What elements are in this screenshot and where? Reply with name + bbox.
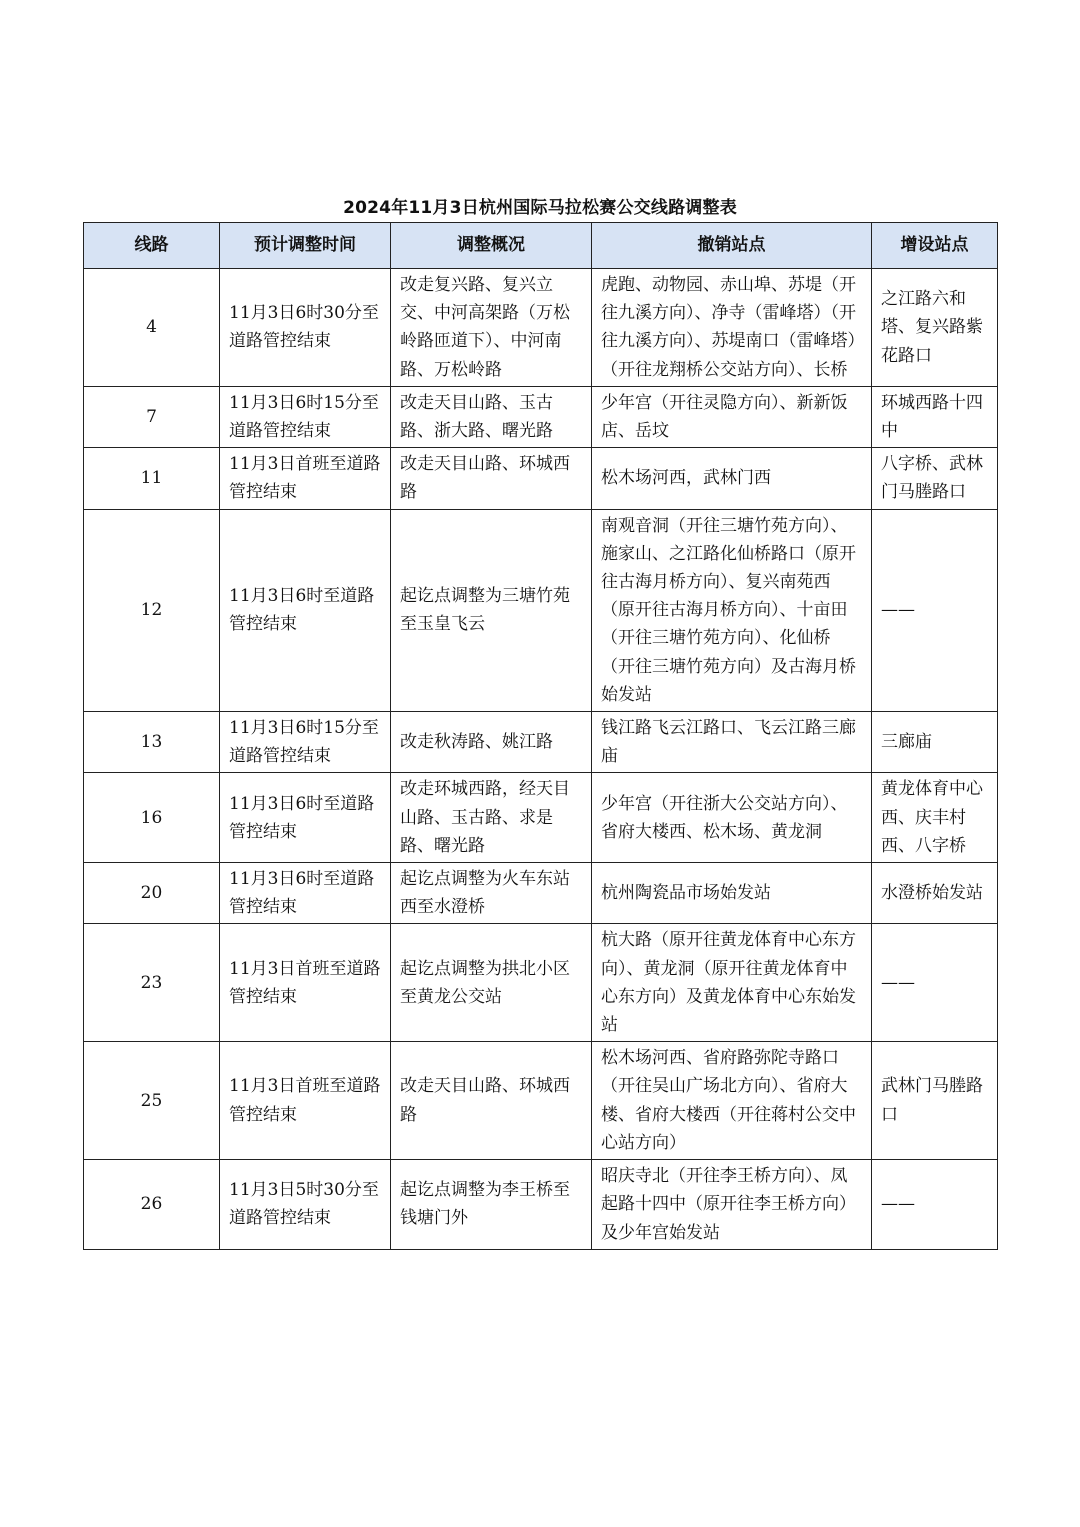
adjust-summary: 起讫点调整为李王桥至钱塘门外 xyxy=(391,1160,592,1250)
line-number: 25 xyxy=(84,1042,220,1160)
cancelled-stops: 虎跑、动物园、赤山埠、苏堤（开往九溪方向）、净寺（雷峰塔）（开往九溪方向）、苏堤南口（雷峰塔）（开往龙翔桥公交站方向）、长桥 xyxy=(592,269,872,387)
adjust-time: 11月3日6时15分至道路管控结束 xyxy=(220,386,391,447)
cancelled-stops: 松木场河西，武林门西 xyxy=(592,448,872,509)
table-row xyxy=(84,269,998,387)
adjust-time: 11月3日6时15分至道路管控结束 xyxy=(220,712,391,773)
table-row xyxy=(84,773,998,863)
added-stops: 黄龙体育中心西、庆丰村西、八字桥 xyxy=(872,773,998,863)
added-stops: 三廊庙 xyxy=(872,712,998,773)
adjust-summary: 起讫点调整为三塘竹苑至玉皇飞云 xyxy=(391,509,592,711)
bus-route-adjustment-table xyxy=(83,222,998,1250)
column-header-time: 预计调整时间 xyxy=(220,223,391,269)
cancelled-stops: 少年宫（开往灵隐方向）、新新饭店、岳坟 xyxy=(592,386,872,447)
line-number: 13 xyxy=(84,712,220,773)
added-stops: —— xyxy=(872,924,998,1042)
cancelled-stops: 松木场河西、省府路弥陀寺路口（开往吴山广场北方向）、省府大楼、省府大楼西（开往蒋村公交中心站方向） xyxy=(592,1042,872,1160)
document-title: 2024年11月3日杭州国际马拉松赛公交线路调整表 xyxy=(343,198,737,218)
added-stops: 武林门马塍路口 xyxy=(872,1042,998,1160)
cancelled-stops: 钱江路飞云江路口、飞云江路三廊庙 xyxy=(592,712,872,773)
line-number: 7 xyxy=(84,386,220,447)
table-row xyxy=(84,509,998,711)
line-number: 12 xyxy=(84,509,220,711)
adjust-time: 11月3日6时至道路管控结束 xyxy=(220,773,391,863)
adjust-time: 11月3日首班至道路管控结束 xyxy=(220,924,391,1042)
line-number: 4 xyxy=(84,269,220,387)
column-header-line: 线路 xyxy=(84,223,220,269)
added-stops: 之江路六和塔、复兴路紫花路口 xyxy=(872,269,998,387)
line-number: 23 xyxy=(84,924,220,1042)
adjust-summary: 起讫点调整为火车东站西至水澄桥 xyxy=(391,863,592,924)
table-row xyxy=(84,448,998,509)
table-row xyxy=(84,924,998,1042)
added-stops: —— xyxy=(872,509,998,711)
adjust-summary: 起讫点调整为拱北小区至黄龙公交站 xyxy=(391,924,592,1042)
column-header-added-stops: 增设站点 xyxy=(872,223,998,269)
adjust-time: 11月3日6时至道路管控结束 xyxy=(220,509,391,711)
adjust-summary: 改走复兴路、复兴立交、中河高架路（万松岭路匝道下）、中河南路、万松岭路 xyxy=(391,269,592,387)
adjust-time: 11月3日5时30分至道路管控结束 xyxy=(220,1160,391,1250)
column-header-summary: 调整概况 xyxy=(391,223,592,269)
adjust-time: 11月3日6时30分至道路管控结束 xyxy=(220,269,391,387)
added-stops: 水澄桥始发站 xyxy=(872,863,998,924)
table-header-row xyxy=(84,223,998,269)
adjust-time: 11月3日6时至道路管控结束 xyxy=(220,863,391,924)
line-number: 16 xyxy=(84,773,220,863)
cancelled-stops: 少年宫（开往浙大公交站方向）、省府大楼西、松木场、黄龙洞 xyxy=(592,773,872,863)
cancelled-stops: 昭庆寺北（开往李王桥方向）、凤起路十四中（原开往李王桥方向）及少年宫始发站 xyxy=(592,1160,872,1250)
cancelled-stops: 南观音洞（开往三塘竹苑方向）、施家山、之江路化仙桥路口（原开往古海月桥方向）、复兴南苑西（原开往古海月桥方向）、十亩田（开往三塘竹苑方向）、化仙桥（开往三塘竹苑方向）及古海月桥始发站 xyxy=(592,509,872,711)
adjust-summary: 改走环城西路，经天目山路、玉古路、求是路、曙光路 xyxy=(391,773,592,863)
added-stops: —— xyxy=(872,1160,998,1250)
cancelled-stops: 杭州陶瓷品市场始发站 xyxy=(592,863,872,924)
line-number: 26 xyxy=(84,1160,220,1250)
adjust-summary: 改走天目山路、玉古路、浙大路、曙光路 xyxy=(391,386,592,447)
table-row xyxy=(84,386,998,447)
adjust-time: 11月3日首班至道路管控结束 xyxy=(220,1042,391,1160)
table-row xyxy=(84,712,998,773)
table-row xyxy=(84,863,998,924)
adjust-summary: 改走天目山路、环城西路 xyxy=(391,448,592,509)
line-number: 11 xyxy=(84,448,220,509)
column-header-cancelled-stops: 撤销站点 xyxy=(592,223,872,269)
table-row xyxy=(84,1042,998,1160)
added-stops: 环城西路十四中 xyxy=(872,386,998,447)
adjust-summary: 改走秋涛路、姚江路 xyxy=(391,712,592,773)
line-number: 20 xyxy=(84,863,220,924)
cancelled-stops: 杭大路（原开往黄龙体育中心东方向）、黄龙洞（原开往黄龙体育中心东方向）及黄龙体育中心东始发站 xyxy=(592,924,872,1042)
adjust-summary: 改走天目山路、环城西路 xyxy=(391,1042,592,1160)
table-row xyxy=(84,1160,998,1250)
added-stops: 八字桥、武林门马塍路口 xyxy=(872,448,998,509)
adjust-time: 11月3日首班至道路管控结束 xyxy=(220,448,391,509)
